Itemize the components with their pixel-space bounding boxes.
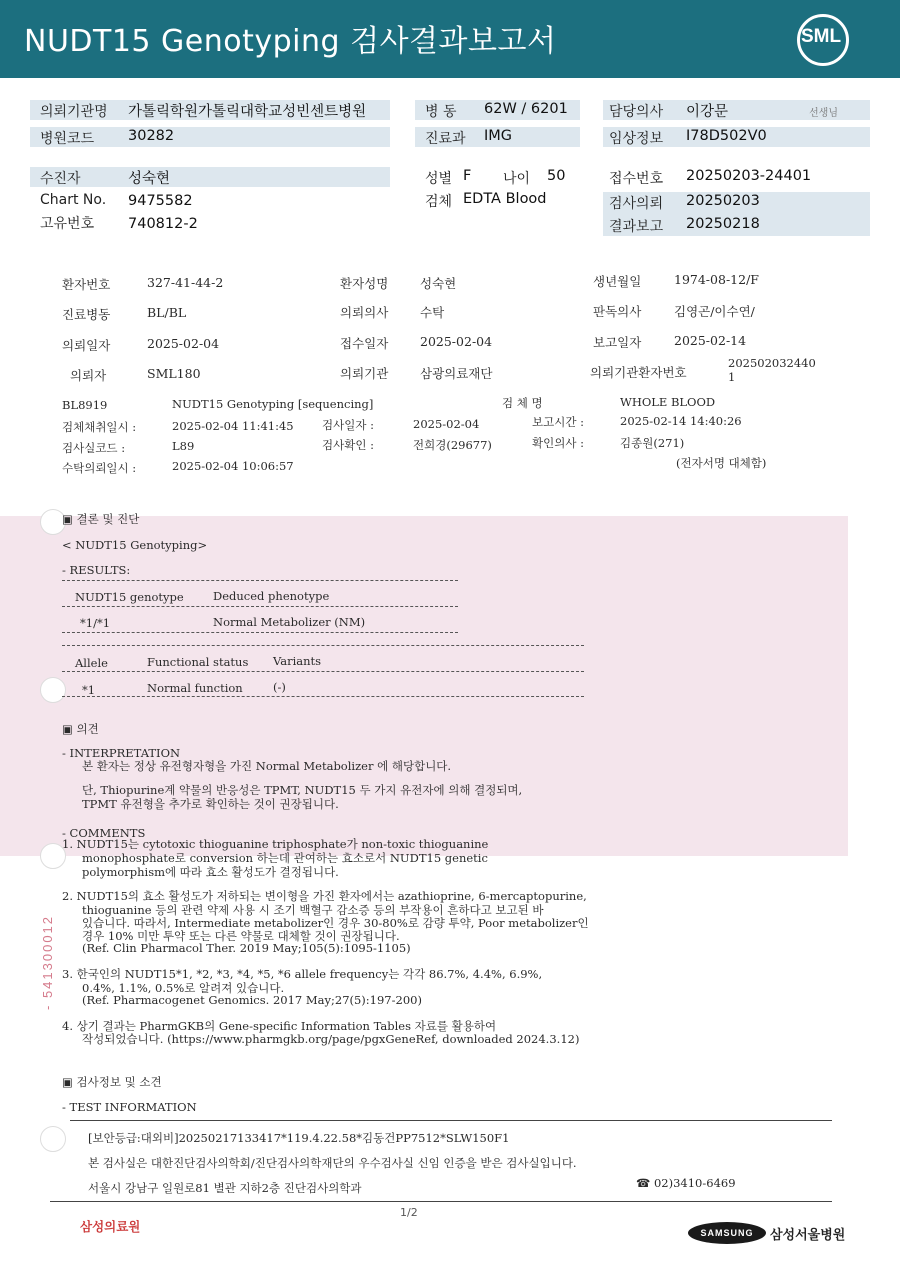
divider [62, 580, 458, 581]
detail-value: 김영곤/이수연/ [674, 304, 755, 319]
divider [62, 696, 584, 697]
detail-label: 환자성명 [340, 276, 389, 291]
ward-label: 병 동 [425, 104, 457, 120]
detail-value: 327-41-44-2 [147, 275, 224, 290]
comment-line: monophosphate로 conversion 하는데 관여하는 효소로서 NUDT15 genetic [82, 851, 488, 865]
band-patient [30, 167, 390, 187]
patient-value: 성숙현 [128, 171, 171, 187]
test-name: NUDT15 Genotyping [sequencing] [172, 397, 374, 411]
comment-line: 2. NUDT15의 효소 활성도가 저하되는 변이형을 가진 환자에서는 azathioprine, 6-mercaptopurine, [62, 889, 587, 903]
header-allele: Allele [75, 656, 108, 670]
test-code: BL8919 [62, 398, 108, 412]
result-date-label: 결과보고 [609, 219, 664, 235]
doctor-label: 담당의사 [609, 104, 664, 120]
header-functional: Functional status [147, 655, 249, 669]
section-conclusion: ▣ 결론 및 진단 [62, 512, 140, 526]
meta-label: 검사확인 : [322, 438, 374, 452]
header-genotype: NUDT15 genotype [75, 590, 184, 604]
certification-line: 본 검사실은 대한진단검사의학회/진단검사의학재단의 우수검사실 신임 인증을 받은 검사실입니다. [88, 1156, 577, 1170]
detail-value: 2025-02-04 [420, 334, 493, 349]
detail-value: 삼광의료재단 [420, 366, 493, 381]
samsung-hospital-brand: 삼성서울병원 [770, 1228, 846, 1243]
detail-value-cont: 1 [728, 370, 736, 384]
divider [62, 645, 584, 646]
detail-label: 환자번호 [62, 277, 111, 292]
req-date-value: 20250203 [686, 193, 760, 209]
footer-rule-bottom [50, 1201, 832, 1202]
detail-label: 의뢰일자 [62, 338, 111, 353]
punch-hole [40, 677, 66, 703]
comments-label: - COMMENTS [62, 826, 146, 840]
divider [62, 671, 584, 672]
comment-line: (Ref. Pharmacogenet Genomics. 2017 May;27(5):197-200) [82, 993, 422, 1007]
comment-line: polymorphism에 따라 효소 활성도가 결정됩니다. [82, 865, 339, 879]
interpretation-line: 본 환자는 정상 유전형자형을 가진 Normal Metabolizer 에 해당합니다. [82, 759, 452, 773]
report-title: NUDT15 Genotyping 검사결과보고서 [24, 24, 557, 59]
age-label: 나이 [503, 171, 531, 187]
specimen-name-value: WHOLE BLOOD [620, 395, 716, 409]
receipt-value: 20250203-24401 [686, 168, 812, 184]
age-value: 50 [547, 168, 566, 184]
ward-value: 62W / 6201 [484, 101, 568, 117]
patient-label: 수진자 [40, 171, 81, 187]
functional-value: Normal function [147, 681, 243, 695]
samsung-medical-center-brand: 삼성의료원 [80, 1219, 141, 1234]
uid-label: 고유번호 [40, 216, 95, 232]
meta-label: 검사일자 : [322, 418, 374, 432]
samsung-logo: SAMSUNG [688, 1222, 766, 1244]
specimen-value: EDTA Blood [463, 191, 547, 207]
section-testinfo: ▣ 검사정보 및 소견 [62, 1075, 162, 1089]
hosp-code-value: 30282 [128, 128, 175, 144]
comment-line: 1. NUDT15는 cytotoxic thioguanine triphosphate가 non-toxic thioguanine [62, 837, 489, 851]
uid-value: 740812-2 [128, 216, 198, 232]
meta-value: 2025-02-04 10:06:57 [172, 459, 294, 473]
sml-logo [797, 14, 851, 66]
meta-value: 2025-02-04 11:41:45 [172, 419, 294, 433]
page-number: 1/2 [400, 1206, 418, 1219]
detail-label: 의뢰의사 [340, 305, 389, 320]
detail-label: 접수일자 [340, 336, 389, 351]
meta-value: 전희경(29677) [413, 438, 492, 452]
detail-label: 의뢰자 [70, 368, 107, 383]
meta-value: 2025-02-14 14:40:26 [620, 414, 742, 428]
chart-label: Chart No. [40, 192, 107, 208]
chart-value: 9475582 [128, 193, 193, 209]
detail-value: 2025-02-04 [147, 336, 220, 351]
meta-value: L89 [172, 439, 195, 453]
report-header [0, 0, 900, 78]
header-variants: Variants [273, 654, 322, 668]
detail-label: 의뢰기관 [340, 366, 389, 381]
gene-title: < NUDT15 Genotyping> [62, 538, 208, 552]
result-date-value: 20250218 [686, 216, 760, 232]
detail-value: 1974-08-12/F [674, 272, 759, 287]
meta-label: 보고시간 : [532, 415, 584, 429]
header-phenotype: Deduced phenotype [213, 589, 330, 603]
req-org-label: 의뢰기관명 [40, 104, 108, 120]
meta-label: 검체채취일시 : [62, 420, 137, 434]
detail-value: BL/BL [147, 305, 187, 320]
dept-value: IMG [484, 128, 513, 144]
results-label: - RESULTS: [62, 563, 131, 577]
detail-label: 생년월일 [593, 274, 642, 289]
variants-value: (-) [273, 680, 286, 694]
detail-label: 판독의사 [593, 304, 642, 319]
detail-label: 의뢰기관환자번호 [590, 365, 687, 380]
phone-line: ☎ 02)3410-6469 [636, 1176, 736, 1190]
comment-line: (Ref. Clin Pharmacol Ther. 2019 May;105(5):1095-1105) [82, 941, 411, 955]
comment-line: 3. 한국인의 NUDT15*1, *2, *3, *4, *5, *6 allele frequency는 각각 86.7%, 4.4%, 6.9%, [62, 967, 543, 981]
clinical-value: I78D502V0 [686, 128, 767, 144]
comment-line: 작성되었습니다. (https://www.pharmgkb.org/page/pgxGeneRef, downloaded 2024.3.12) [82, 1032, 580, 1046]
esign-note: (전자서명 대체함) [676, 456, 767, 470]
detail-value: SML180 [147, 366, 201, 381]
punch-hole [40, 1126, 66, 1152]
footer-rule-top [70, 1120, 832, 1121]
clinical-label: 임상정보 [609, 131, 664, 147]
specimen-name-label: 검 체 명 [502, 396, 543, 410]
comment-line: 0.4%, 1.1%, 0.5%로 알려져 있습니다. [82, 981, 285, 995]
sex-label: 성별 [425, 171, 453, 187]
meta-value: 김종원(271) [620, 436, 685, 450]
detail-value: 성숙현 [420, 276, 457, 291]
divider [62, 606, 458, 607]
detail-label: 진료병동 [62, 307, 111, 322]
interpretation-line: 단, Thiopurine계 약물의 반응성은 TPMT, NUDT15 두 가지 유전자에 의해 결정되며, [82, 783, 523, 797]
detail-value: 수탁 [420, 305, 445, 320]
meta-label: 수탁의뢰일시 : [62, 461, 137, 475]
detail-value: 202502032440 [728, 356, 816, 370]
detail-label: 보고일자 [593, 335, 642, 350]
meta-label: 검사실코드 : [62, 441, 126, 455]
genotype-value: *1/*1 [80, 616, 111, 630]
meta-value: 2025-02-04 [413, 417, 480, 431]
req-org-value: 가톨릭학원가톨릭대학교성빈센트병원 [128, 104, 367, 120]
comment-line: 있습니다. 따라서, Intermediate metabolizer인 경우 30-80%로 감량 투약, Poor metabolizer인 [82, 916, 589, 930]
comment-line: 경우 10% 미만 투약 또는 다른 약물로 대체할 것이 권장됩니다. [82, 929, 400, 943]
address-line: 서울시 강남구 일원로81 별관 지하2층 진단검사의학과 [88, 1181, 362, 1195]
comment-line: 4. 상기 결과는 PharmGKB의 Gene-specific Information Tables 자료를 활용하여 [62, 1019, 497, 1033]
section-opinion: ▣ 의견 [62, 722, 99, 736]
interpretation-line: TPMT 유전형을 추가로 확인하는 것이 권장됩니다. [82, 797, 339, 811]
doctor-value: 이강문 [686, 104, 729, 120]
dept-label: 진료과 [425, 131, 466, 147]
vertical-code: - 541300012 [40, 914, 55, 1010]
sex-value: F [463, 168, 472, 184]
hosp-code-label: 병원코드 [40, 131, 95, 147]
req-date-label: 검사의뢰 [609, 196, 664, 212]
interpretation-label: - INTERPRETATION [62, 746, 181, 760]
allele-value: *1 [82, 683, 96, 697]
specimen-label: 검체 [425, 194, 453, 210]
comment-line: thioguanine 등의 관련 약제 사용 시 조기 백혈구 감소증 등의 부작용이 흔하다고 보고된 바 [82, 903, 544, 917]
meta-label: 확인의사 : [532, 436, 584, 450]
receipt-label: 접수번호 [609, 171, 664, 187]
phenotype-value: Normal Metabolizer (NM) [213, 615, 366, 629]
testinfo-label: - TEST INFORMATION [62, 1100, 197, 1114]
logo-text: SML [801, 26, 842, 47]
doctor-suffix: 선생님 [809, 108, 838, 119]
security-line: [보안등급:대외비]20250217133417*119.4.22.58*김동건PP7512*SLW150F1 [88, 1131, 510, 1145]
divider [62, 632, 458, 633]
detail-value: 2025-02-14 [674, 333, 747, 348]
